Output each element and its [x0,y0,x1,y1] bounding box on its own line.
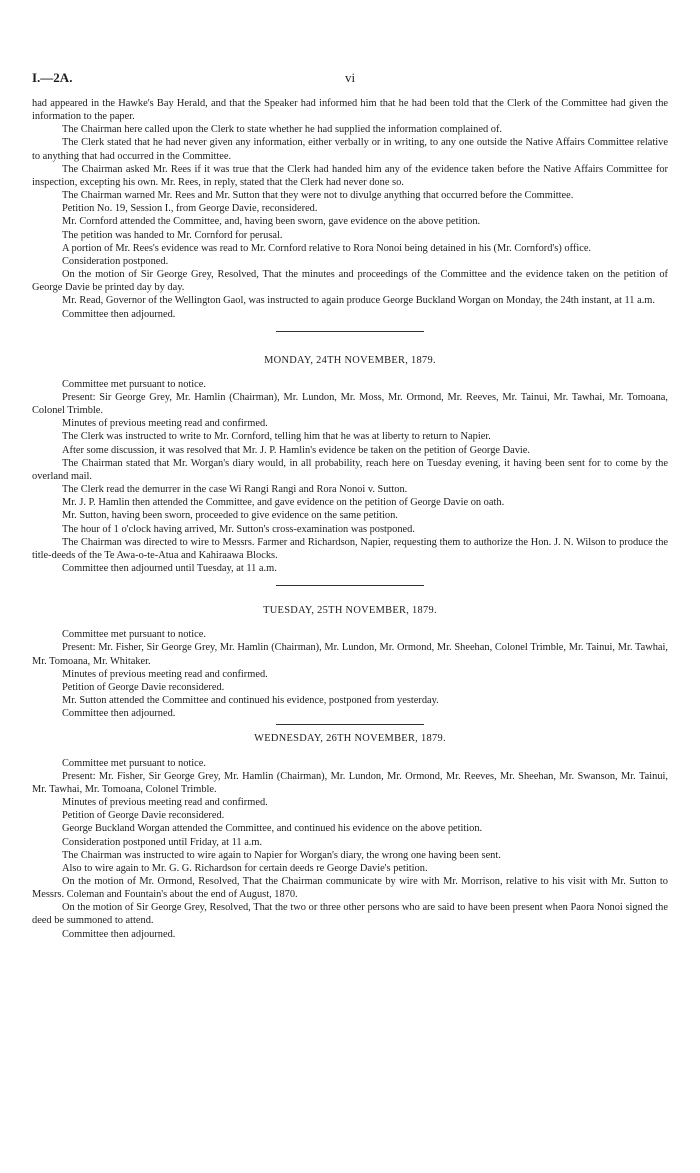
paragraph: Mr. Sutton, having been sworn, proceeded to give evidence on the same petition. [62,510,398,522]
paragraph: Petition No. 19, Session I., from George Davie, reconsidered. [62,203,318,215]
meeting-date-heading: WEDNESDAY, 26TH NOVEMBER, 1879. [254,733,446,745]
paragraph: Minutes of previous meeting read and confirmed. [62,797,268,809]
paragraph: Minutes of previous meeting read and confirmed. [62,668,268,680]
paragraph: Petition of George Davie reconsidered. [62,810,225,822]
paragraph: Committee met pursuant to notice. [62,629,206,641]
paragraph: The Chairman warned Mr. Rees and Mr. Sutton that they were not to divulge anything that occurred before the Committee. [62,190,574,202]
paragraph: Present: Mr. Fisher, Sir George Grey, Mr. Hamlin (Chairman), Mr. Lundon, Mr. Ormond, Mr. Reeves, Mr. Sheehan, Mr. Swanson, Mr. Tainui, Mr. Tawhai, Mr. Tomoana, Colonel Trimble. [32,770,668,795]
paragraph: Committee met pursuant to notice. [62,757,206,769]
paragraph: Present: Mr. Fisher, Sir George Grey, Mr. Hamlin (Chairman), Mr. Lundon, Mr. Ormond, Mr. Sheehan, Colonel Trimble, Mr. Tainui, Mr. Tawhai, Mr. Tomoana, Mr. Whitaker. [32,642,668,667]
paragraph: The Chairman was directed to wire to Messrs. Farmer and Richardson, Napier, requesting them to authorize the Hon. J. N. Wilson to produce the title-deeds of the Te Awa-o-te-Atua and Kahiraawa Blocks. [32,536,668,561]
meeting-date-heading: TUESDAY, 25TH NOVEMBER, 1879. [263,605,437,617]
paragraph: Committee met pursuant to notice. [62,378,206,390]
paragraph: The Chairman stated that Mr. Worgan's diary would, in all probability, reach here on Tuesday evening, it having been sent for to come by the overland mail. [32,457,668,482]
paragraph: The petition was handed to Mr. Cornford for perusal. [62,229,283,241]
paragraph: Committee then adjourned. [62,928,176,940]
page-number: vi [344,70,356,85]
paragraph: The Chairman here called upon the Clerk to state whether he had supplied the information complained of. [62,124,503,136]
paragraph: Petition of George Davie reconsidered. [62,681,225,693]
paragraph: After some discussion, it was resolved that Mr. J. P. Hamlin's evidence be taken on the petition of George Davie. [62,444,531,456]
paragraph: Mr. Sutton attended the Committee and continued his evidence, postponed from yesterday. [62,695,439,707]
paragraph: Also to wire again to Mr. G. G. Richardson for certain deeds re George Davie's petition. [62,862,428,874]
paragraph: Consideration postponed until Friday, at 11 a.m. [62,836,263,848]
paragraph: The hour of 1 o'clock having arrived, Mr. Sutton's cross-examination was postponed. [62,523,415,535]
paragraph: On the motion of Sir George Grey, Resolved, That the two or three other persons who are said to have been present when Paora Nonoi signed the deed be summoned to attend. [32,902,668,927]
paragraph: Mr. J. P. Hamlin then attended the Committee, and gave evidence on the petition of George Davie on oath. [62,497,505,509]
meeting-date-heading: MONDAY, 24TH NOVEMBER, 1879. [264,354,436,366]
paragraph: Committee then adjourned until Tuesday, at 11 a.m. [62,563,277,574]
paragraph: Present: Sir George Grey, Mr. Hamlin (Chairman), Mr. Lundon, Mr. Moss, Mr. Ormond, Mr. Reeves, Mr. Tainui, Mr. Tawhai, Mr. Tomoana, Colonel Trimble. [32,391,668,417]
section-divider [276,724,424,725]
section-divider [276,585,424,586]
paper-reference: I.—2A. [32,70,73,85]
paragraph: On the motion of Mr. Ormond, Resolved, That the Chairman communicate by wire with Mr. Morrison, relative to his visit with Mr. Sutton to Messrs. Coleman and Fountain's about the end of August, 1870. [32,875,668,901]
paragraph: Mr. Read, Governor of the Wellington Gaol, was instructed to again produce George Buckland Worgan on Monday, the 24th instant, at 11 a.m. [62,295,655,307]
paragraph: The Chairman was instructed to wire again to Napier for Worgan's diary, the wrong one having been sent. [62,849,501,861]
paragraph: had appeared in the Hawke's Bay Herald, and that the Speaker had informed him that he had been told that the Clerk of the Committee had given the information to the paper. [32,98,668,123]
paragraph: On the motion of Sir George Grey, Resolved, That the minutes and proceedings of the Committee and the evidence taken on the petition of George Davie be printed day by day. [32,269,668,294]
document-body [32,97,668,941]
paragraph: The Chairman asked Mr. Rees if it was true that the Clerk had handed him any of the evidence taken before the Native Affairs Committee for inspection, excepting his own. Mr. Rees, in reply, stated that the Clerk had never done so. [32,163,668,188]
paragraph: Committee then adjourned. [62,308,176,320]
paragraph: The Clerk read the demurrer in the case Wi Rangi Rangi and Rora Nonoi v. Sutton. [62,484,408,496]
page-header [32,71,668,87]
paragraph: Minutes of previous meeting read and confirmed. [62,418,268,430]
paragraph: George Buckland Worgan attended the Committee, and continued his evidence on the above petition. [62,823,483,835]
paragraph: Consideration postponed. [62,255,169,267]
paragraph: Committee then adjourned. [62,708,176,720]
paragraph: A portion of Mr. Rees's evidence was read to Mr. Cornford relative to Rora Nonoi being detained in his (Mr. Cornford's) office. [62,242,592,254]
paragraph: The Clerk stated that he had never given any information, either verbally or in writing, to any one outside the Native Affairs Committee relative to anything that had occurred in the Committee. [32,137,668,162]
paragraph: Mr. Cornford attended the Committee, and, having been sworn, gave evidence on the above petition. [62,216,481,228]
section-divider [276,331,424,332]
paragraph: The Clerk was instructed to write to Mr. Cornford, telling him that he was at liberty to return to Napier. [62,431,491,443]
